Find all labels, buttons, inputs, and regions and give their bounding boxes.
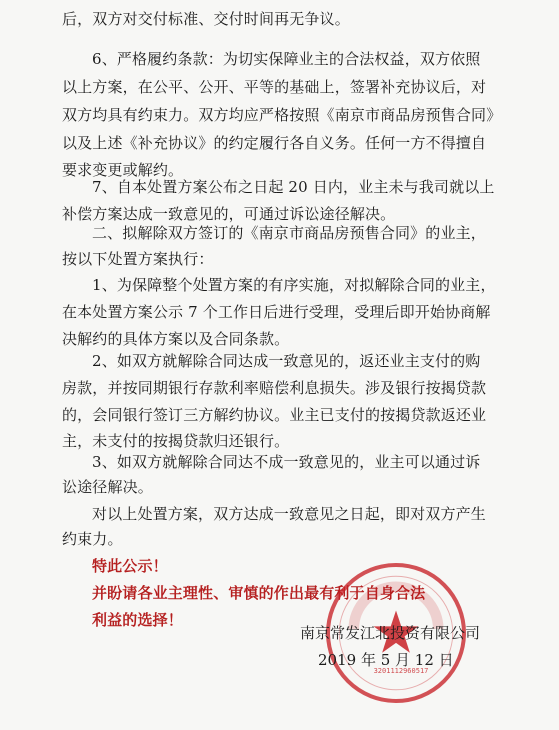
paragraph-line: 按以下处置方案执行： <box>62 250 214 268</box>
paragraph-line: 的，会同银行签订三方解约协议。业主已支付的按揭贷款返还业 <box>62 406 487 424</box>
paragraph-line: 6、严格履约条款：为切实保障业主的合法权益，双方依照 <box>92 50 481 68</box>
paragraph-line: 1、为保障整个处置方案的有序实施，对拟解除合同的业主， <box>92 276 496 294</box>
notice-heading: 特此公示！ <box>92 557 168 575</box>
paragraph-line: 后，双方对交付标准、交付时间再无争议。 <box>62 10 350 28</box>
notice-appeal: 利益的选择！ <box>92 611 183 629</box>
signature-company: 南京常发江北投资有限公司 <box>300 624 481 642</box>
paragraph-line: 3、如双方就解除合同达不成一致意见的，业主可以通过诉 <box>92 453 481 471</box>
signature-date: 2019 年 5 月 12 日 <box>318 651 454 669</box>
section-heading: 二、拟解除双方签订的《南京市商品房预售合同》的业主， <box>92 224 486 242</box>
paragraph-line: 房款，并按同期银行存款利率赔偿利息损失。涉及银行按揭贷款 <box>62 379 487 397</box>
paragraph-line: 补偿方案达成一致意见的，可通过诉讼途径解决。 <box>62 205 396 223</box>
paragraph-line: 7、自本处置方案公布之日起 20 日内，业主未与我司就以上 <box>92 178 495 196</box>
paragraph-line: 决解约的具体方案以及合同条款。 <box>62 330 290 348</box>
paragraph-line: 2、如双方就解除合同达成一致意见的，返还业主支付的购 <box>92 352 481 370</box>
paragraph-line: 以及上述《补充协议》的约定履行各自义务。任何一方不得擅自 <box>62 134 487 152</box>
paragraph-line: 双方均具有约束力。双方均应严格按照《南京市商品房预售合同》 <box>62 106 502 124</box>
paragraph-line: 讼途径解决。 <box>62 478 153 496</box>
paragraph-line: 在本处置方案公示 7 个工作日后进行受理，受理后即开始协商解 <box>62 303 491 321</box>
paragraph-line: 主，未支付的按揭贷款归还银行。 <box>62 432 290 450</box>
paragraph-line: 对以上处置方案，双方达成一致意见之日起，即对双方产生 <box>92 505 486 523</box>
paragraph-line: 以上方案，在公平、公开、平等的基础上，签署补充协议后，对 <box>62 78 487 96</box>
notice-appeal: 并盼请各业主理性、审慎的作出最有利于自身合法 <box>92 584 426 602</box>
paragraph-line: 要求变更或解约。 <box>62 161 184 179</box>
seal-number: 3201112960517 <box>373 667 429 675</box>
paragraph-line: 约束力。 <box>62 530 123 548</box>
